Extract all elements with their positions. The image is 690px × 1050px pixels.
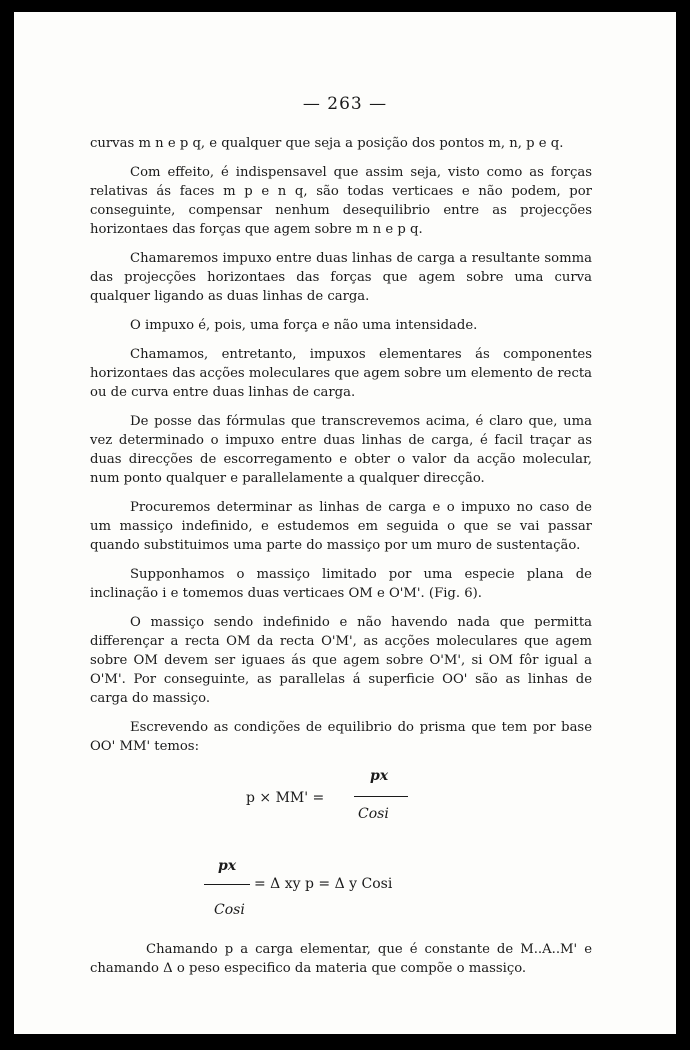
paragraph: De posse das fórmulas que transcrevemos acima, é claro que, uma vez determinado o impuxo entre duas linhas de carga, é facil traçar as duas direcções de escorregamento e obter o valor da acção molecular, num ponto qualquer e parallelamente a qualquer direcção. — [90, 414, 592, 486]
paragraph: Chamamos, entretanto, impuxos elementares ás componentes horizontaes das acções moleculares que agem sobre um elemento de recta ou de curva entre duas linhas de carga. — [90, 347, 592, 400]
equation-1-denominator: Cosi — [358, 806, 389, 822]
document-page — [14, 12, 676, 1034]
paragraph: Supponhamos o massiço limitado por uma especie plana de inclinação i e tomemos duas verticaes OM e O'M'. (Fig. 6). — [90, 567, 592, 601]
paragraph: Escrevendo as condições de equilibrio do prisma que tem por base OO' MM' temos: — [90, 720, 592, 754]
paragraph: Com effeito, é indispensavel que assim seja, visto como as forças relativas ás faces m p e n q, são todas verticaes e não podem, por conseguinte, compensar nenhum desequilibrio entre as projecções horizontaes das forças que agem sobre m n e p q. — [90, 165, 592, 237]
fraction-bar — [354, 796, 408, 797]
equation-2-numerator: px — [218, 858, 237, 874]
equation-2-denominator: Cosi — [214, 902, 245, 918]
body-text — [90, 134, 592, 766]
equation-1-lhs: p × MM' = — [246, 790, 325, 806]
fraction-bar — [204, 884, 250, 885]
equation-1-numerator: px — [370, 768, 389, 784]
closing-text — [90, 940, 592, 978]
paragraph: Chamando p a carga elementar, que é constante de M..A..M' e chamando Δ o peso especifico da materia que compõe o massiço. — [90, 942, 592, 976]
equation-2 — [204, 854, 464, 920]
page-number: — 263 — — [302, 94, 388, 114]
paragraph: O massiço sendo indefinido e não havendo nada que permitta differençar a recta OM da recta O'M', as acções moleculares que agem sobre OM devem ser iguaes ás que agem sobre O'M', si OM fôr igual a O'M'. Por conseguinte, as parallelas á superficie OO' são as linhas de carga do massiço. — [90, 615, 592, 706]
equation-2-rhs: = Δ xy p = Δ y Cosi — [254, 876, 393, 892]
equation-1 — [246, 762, 446, 828]
paragraph: O impuxo é, pois, uma força e não uma intensidade. — [130, 318, 478, 333]
paragraph: curvas m n e p q, e qualquer que seja a posição dos pontos m, n, p e q. — [90, 136, 564, 151]
paragraph: Procuremos determinar as linhas de carga e o impuxo no caso de um massiço indefinido, e estudemos em seguida o que se vai passar quando substituimos uma parte do massiço por um muro de sustentação. — [90, 500, 592, 553]
paragraph: Chamaremos impuxo entre duas linhas de carga a resultante somma das projecções horizontaes das forças que agem sobre uma curva qualquer ligando as duas linhas de carga. — [90, 251, 592, 304]
